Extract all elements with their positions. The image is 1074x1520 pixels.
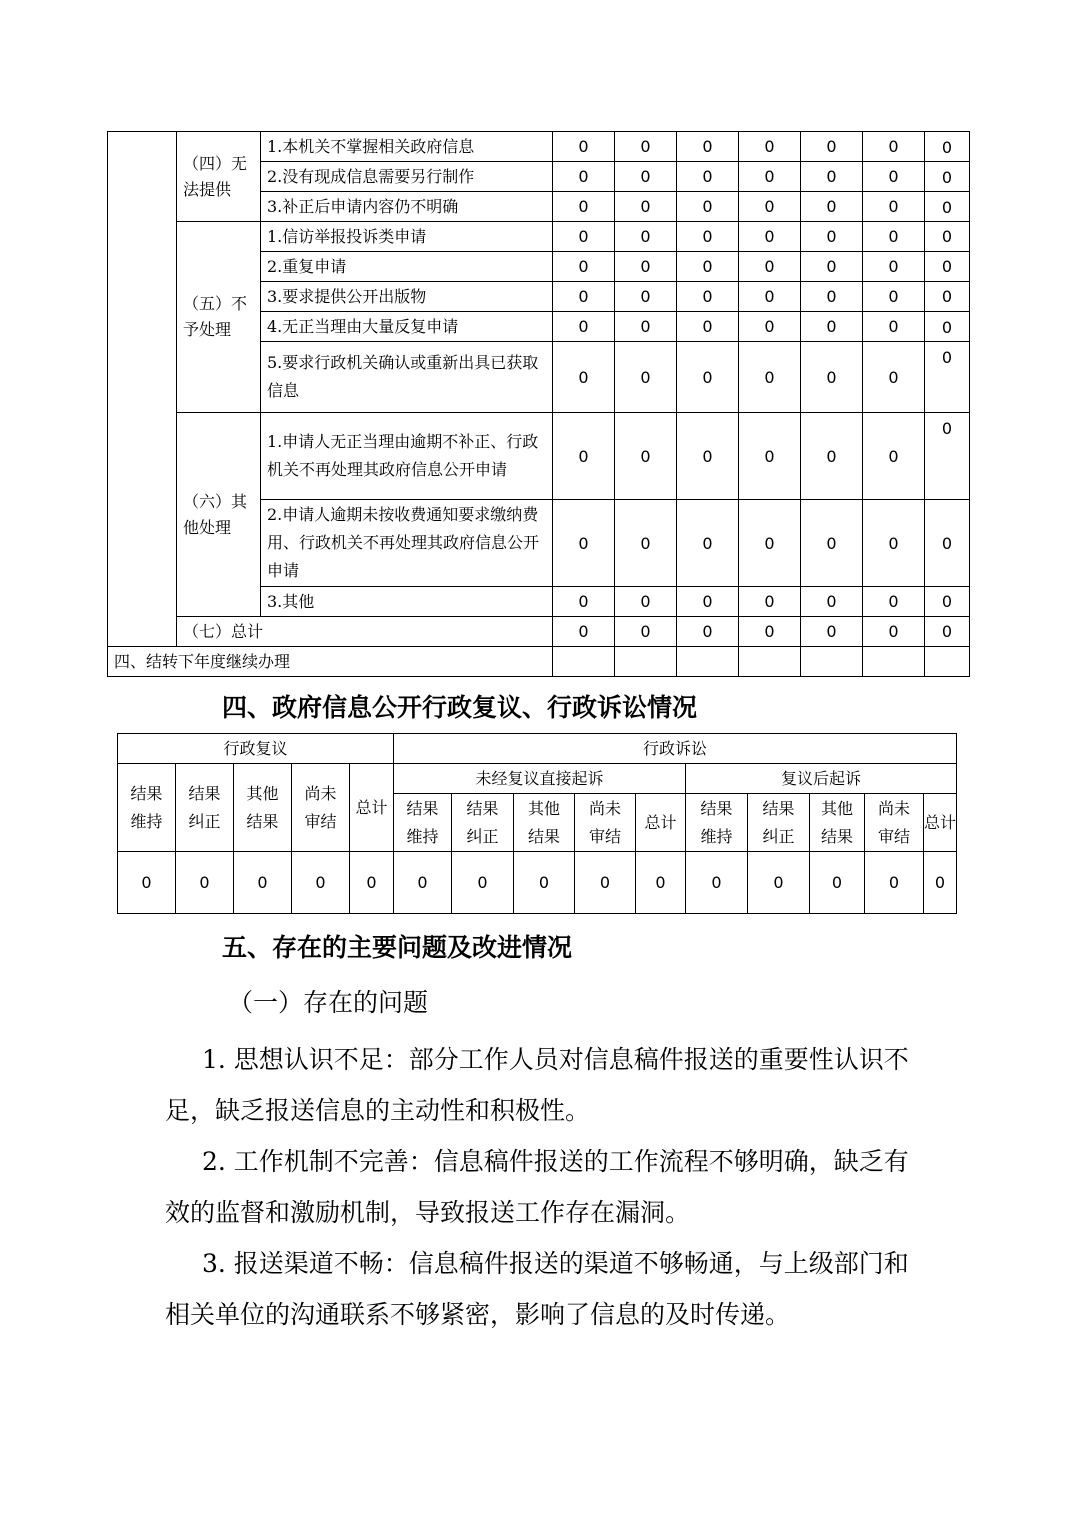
value-cell: 0 — [925, 312, 970, 342]
value-cell: 0 — [925, 282, 970, 312]
value-cell: 0 — [514, 852, 575, 914]
value-cell: 0 — [925, 222, 970, 252]
paragraph-2: 2. 工作机制不完善：信息稿件报送的工作流程不够明确，缺乏有效的监督和激励机制，导致报送工作存在漏洞。 — [165, 1147, 909, 1227]
value-cell: 0 — [615, 587, 677, 617]
value-cell: 0 — [686, 852, 748, 914]
empty-cell — [925, 647, 970, 677]
value-cell: 0 — [615, 132, 677, 162]
value-cell: 0 — [810, 852, 865, 914]
row-label: 2.没有现成信息需要另行制作 — [261, 162, 553, 192]
value-cell: 0 — [863, 222, 925, 252]
section4-title: 四、政府信息公开行政复议、行政诉讼情况 — [222, 693, 698, 722]
empty-cell — [863, 647, 925, 677]
value-cell: 0 — [615, 413, 677, 500]
value-cell: 0 — [677, 342, 739, 413]
value-cell: 0 — [925, 413, 970, 500]
col-head: 结果 纠正 — [452, 794, 514, 852]
value-cell: 0 — [739, 413, 801, 500]
value-cell: 0 — [636, 852, 686, 914]
value-cell: 0 — [863, 342, 925, 413]
value-cell: 0 — [553, 342, 615, 413]
group-label: （四）无法提供 — [177, 132, 261, 222]
value-cell: 0 — [801, 252, 863, 282]
col-head: 结果 维持 — [686, 794, 748, 852]
value-cell: 0 — [801, 162, 863, 192]
col-head: 尚未 审结 — [575, 794, 636, 852]
value-cell: 0 — [863, 617, 925, 647]
value-cell: 0 — [739, 282, 801, 312]
section5-title: 五、存在的主要问题及改进情况 — [222, 933, 573, 962]
value-cell: 0 — [801, 312, 863, 342]
row-label: 3.要求提供公开出版物 — [261, 282, 553, 312]
value-cell: 0 — [677, 617, 739, 647]
col-head: 结果 纠正 — [748, 794, 810, 852]
disposal-table — [107, 131, 970, 677]
col-head: 总计 — [636, 794, 686, 852]
value-cell: 0 — [925, 342, 970, 413]
value-cell: 0 — [553, 312, 615, 342]
value-cell: 0 — [924, 852, 957, 914]
value-cell: 0 — [553, 222, 615, 252]
value-cell: 0 — [553, 162, 615, 192]
value-cell: 0 — [615, 162, 677, 192]
value-cell: 0 — [863, 312, 925, 342]
value-cell: 0 — [677, 132, 739, 162]
value-cell: 0 — [801, 587, 863, 617]
value-cell: 0 — [801, 222, 863, 252]
col-head: 其他 结果 — [514, 794, 575, 852]
value-cell: 0 — [739, 342, 801, 413]
value-cell: 0 — [615, 342, 677, 413]
value-cell: 0 — [863, 162, 925, 192]
value-cell: 0 — [748, 852, 810, 914]
value-cell: 0 — [394, 852, 452, 914]
value-cell: 0 — [863, 132, 925, 162]
value-cell: 0 — [739, 587, 801, 617]
review-litigation-table — [117, 733, 957, 914]
row-label: 1.申请人无正当理由逾期不补正、行政机关不再处理其政府信息公开申请 — [261, 413, 553, 500]
empty-cell — [615, 647, 677, 677]
empty-cell — [553, 647, 615, 677]
value-cell: 0 — [925, 192, 970, 222]
row-label: 2.申请人逾期未按收费通知要求缴纳费用、行政机关不再处理其政府信息公开申请 — [261, 500, 553, 587]
value-cell: 0 — [801, 132, 863, 162]
group-label: （六）其他处理 — [177, 413, 261, 617]
value-cell: 0 — [615, 222, 677, 252]
value-cell: 0 — [553, 192, 615, 222]
value-cell: 0 — [865, 852, 924, 914]
value-cell: 0 — [801, 500, 863, 587]
row-label: 1.信访举报投诉类申请 — [261, 222, 553, 252]
value-cell: 0 — [801, 413, 863, 500]
value-cell: 0 — [677, 500, 739, 587]
empty-cell — [739, 647, 801, 677]
row-label: 1.本机关不掌握相关政府信息 — [261, 132, 553, 162]
value-cell: 0 — [575, 852, 636, 914]
value-cell: 0 — [615, 252, 677, 282]
value-cell: 0 — [925, 252, 970, 282]
value-cell: 0 — [350, 852, 394, 914]
value-cell: 0 — [863, 282, 925, 312]
value-cell: 0 — [925, 162, 970, 192]
value-cell: 0 — [925, 500, 970, 587]
col-head: 总计 — [924, 794, 957, 852]
carryover-label: 四、结转下年度继续办理 — [108, 647, 553, 677]
value-cell: 0 — [863, 252, 925, 282]
reconsideration-header: 行政复议 — [118, 734, 394, 764]
value-cell: 0 — [677, 222, 739, 252]
value-cell: 0 — [677, 413, 739, 500]
value-cell: 0 — [739, 500, 801, 587]
value-cell: 0 — [553, 132, 615, 162]
value-cell: 0 — [739, 132, 801, 162]
litigation-header: 行政诉讼 — [394, 734, 957, 764]
value-cell: 0 — [553, 587, 615, 617]
subsection-title: （一）存在的问题 — [228, 988, 429, 1017]
col-head: 结果 维持 — [118, 764, 176, 852]
group-label: （五）不予处理 — [177, 222, 261, 413]
col-head: 其他 结果 — [234, 764, 292, 852]
value-cell: 0 — [739, 192, 801, 222]
value-cell: 0 — [677, 162, 739, 192]
paragraph-3: 3. 报送渠道不畅：信息稿件报送的渠道不够畅通，与上级部门和相关单位的沟通联系不够紧密，影响了信息的及时传递。 — [165, 1249, 909, 1329]
value-cell: 0 — [739, 222, 801, 252]
value-cell: 0 — [615, 617, 677, 647]
value-cell: 0 — [677, 282, 739, 312]
row-label: 4.无正当理由大量反复申请 — [261, 312, 553, 342]
value-cell: 0 — [553, 252, 615, 282]
value-cell: 0 — [118, 852, 176, 914]
value-cell: 0 — [739, 252, 801, 282]
col-head: 尚未 审结 — [292, 764, 350, 852]
row-label: 3.补正后申请内容仍不明确 — [261, 192, 553, 222]
value-cell: 0 — [553, 282, 615, 312]
value-cell: 0 — [677, 587, 739, 617]
value-cell: 0 — [739, 312, 801, 342]
value-cell: 0 — [234, 852, 292, 914]
paragraph-1: 1. 思想认识不足：部分工作人员对信息稿件报送的重要性认识不足，缺乏报送信息的主动性和积极性。 — [165, 1045, 909, 1125]
value-cell: 0 — [925, 587, 970, 617]
value-cell: 0 — [739, 617, 801, 647]
col-head: 结果 维持 — [394, 794, 452, 852]
row-label: 5.要求行政机关确认或重新出具已获取信息 — [261, 342, 553, 413]
value-cell: 0 — [801, 192, 863, 222]
row-label: 2.重复申请 — [261, 252, 553, 282]
row-label: 3.其他 — [261, 587, 553, 617]
value-cell: 0 — [553, 413, 615, 500]
value-cell: 0 — [615, 500, 677, 587]
col-head: 总计 — [350, 764, 394, 852]
total-label: （七）总计 — [177, 617, 553, 647]
value-cell: 0 — [801, 617, 863, 647]
value-cell: 0 — [615, 312, 677, 342]
value-cell: 0 — [452, 852, 514, 914]
value-cell: 0 — [863, 500, 925, 587]
blank-cell — [108, 132, 177, 647]
value-cell: 0 — [677, 192, 739, 222]
value-cell: 0 — [801, 282, 863, 312]
col-head: 其他 结果 — [810, 794, 865, 852]
value-cell: 0 — [739, 162, 801, 192]
value-cell: 0 — [863, 587, 925, 617]
empty-cell — [801, 647, 863, 677]
value-cell: 0 — [863, 192, 925, 222]
after-reconsideration-header: 复议后起诉 — [686, 764, 957, 794]
direct-suit-header: 未经复议直接起诉 — [394, 764, 686, 794]
value-cell: 0 — [925, 132, 970, 162]
value-cell: 0 — [553, 500, 615, 587]
value-cell: 0 — [176, 852, 234, 914]
empty-cell — [677, 647, 739, 677]
value-cell: 0 — [292, 852, 350, 914]
value-cell: 0 — [863, 413, 925, 500]
col-head: 尚未 审结 — [865, 794, 924, 852]
value-cell: 0 — [925, 617, 970, 647]
value-cell: 0 — [801, 342, 863, 413]
value-cell: 0 — [615, 282, 677, 312]
col-head: 结果 纠正 — [176, 764, 234, 852]
value-cell: 0 — [677, 252, 739, 282]
value-cell: 0 — [677, 312, 739, 342]
value-cell: 0 — [553, 617, 615, 647]
value-cell: 0 — [615, 192, 677, 222]
